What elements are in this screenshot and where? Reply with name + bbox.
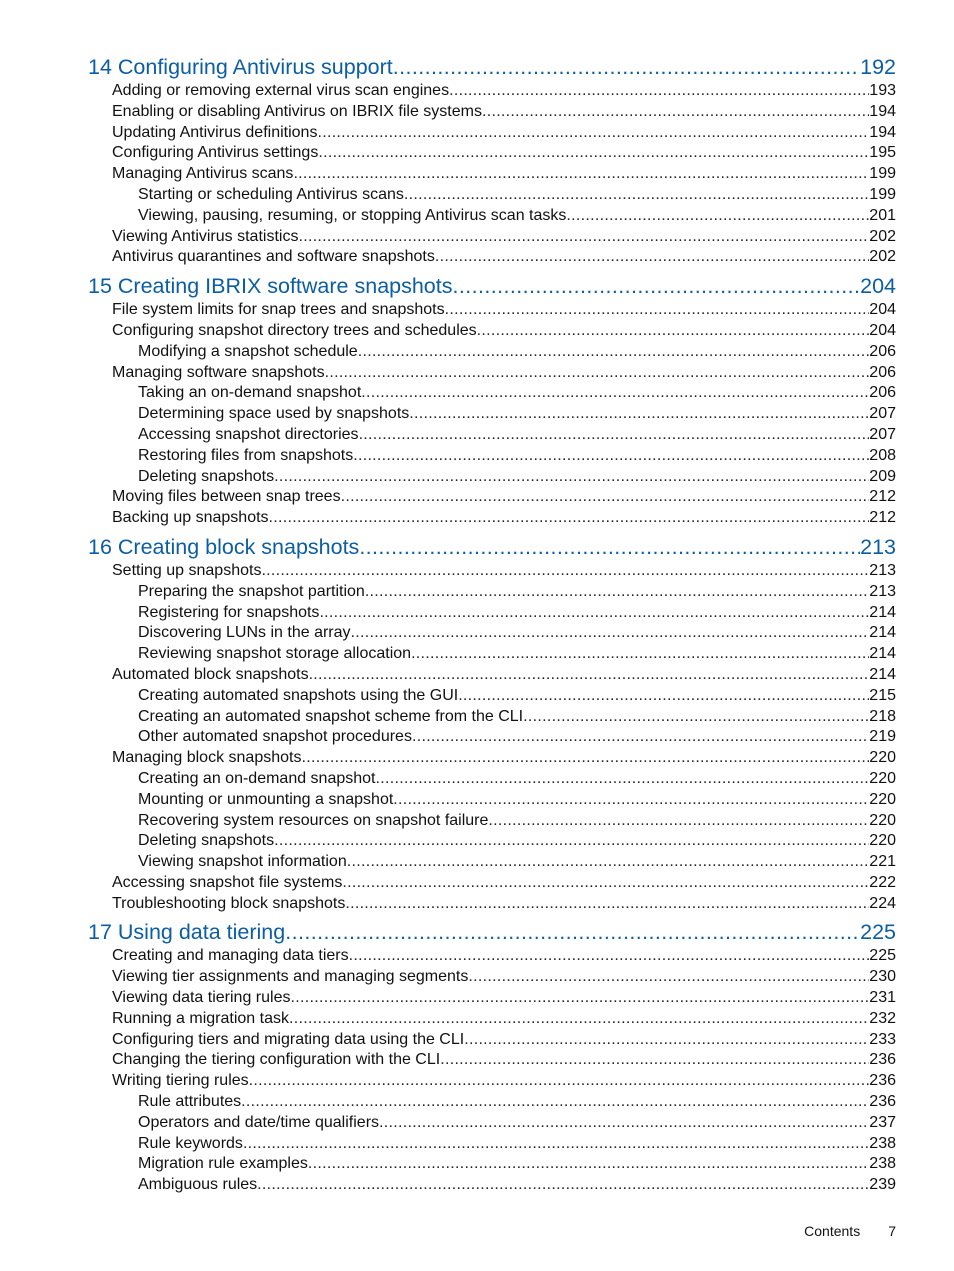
- dot-leader: [412, 727, 869, 748]
- toc-entry-page-number: 204: [869, 301, 896, 319]
- toc-entry[interactable]: [88, 446, 896, 467]
- dot-leader: [440, 1050, 869, 1071]
- toc-entry[interactable]: [88, 831, 896, 852]
- toc-entry[interactable]: [88, 852, 896, 873]
- toc-entry[interactable]: [88, 425, 896, 446]
- toc-entry[interactable]: [88, 143, 896, 164]
- toc-entry[interactable]: [88, 603, 896, 624]
- toc-entry-title: Creating an automated snapshot scheme from the CLI: [138, 707, 524, 725]
- toc-entry-title: Moving files between snap trees: [112, 488, 341, 506]
- toc-entry-title: Migration rule examples: [138, 1155, 308, 1173]
- toc-entry-page-number: 206: [869, 342, 896, 360]
- dot-leader: [365, 582, 869, 603]
- dot-leader: [464, 1030, 869, 1051]
- toc-entry-page-number: 232: [869, 1009, 896, 1027]
- toc-entry[interactable]: [88, 769, 896, 790]
- toc-entry[interactable]: [88, 164, 896, 185]
- toc-entry[interactable]: [88, 508, 896, 529]
- dot-leader: [243, 1134, 869, 1155]
- dot-leader: [379, 1113, 869, 1134]
- toc-entry-page-number: 236: [869, 1093, 896, 1111]
- toc-entry-page-number: 236: [869, 1072, 896, 1090]
- toc-entry-title: Creating and managing data tiers: [112, 947, 349, 965]
- dot-leader: [453, 272, 861, 300]
- toc-entry-page-number: 199: [869, 185, 896, 203]
- toc-entry-title: Writing tiering rules: [112, 1072, 249, 1090]
- toc-entry-title: Adding or removing external virus scan engines: [112, 82, 450, 99]
- toc-entry-title: Changing the tiering configuration with the CLI: [112, 1051, 441, 1069]
- toc-entry-page-number: 238: [869, 1134, 896, 1152]
- toc-entry-title: Managing block snapshots: [112, 749, 302, 767]
- toc-entry-title: File system limits for snap trees and snapshots: [112, 301, 445, 319]
- dot-leader: [269, 508, 870, 529]
- toc-chapter-entry[interactable]: [88, 272, 896, 300]
- toc-entry-page-number: 236: [869, 1051, 896, 1069]
- toc-entry-page-number: 207: [869, 425, 896, 443]
- toc-entry-page-number: 220: [869, 769, 896, 787]
- dot-leader: [308, 1154, 869, 1175]
- toc-entry-page-number: 225: [869, 947, 896, 965]
- toc-entry-page-number: 207: [869, 405, 896, 423]
- toc-entry[interactable]: [88, 967, 896, 988]
- toc-entry-title: Rule keywords: [138, 1134, 243, 1152]
- dot-leader: [325, 363, 870, 384]
- toc-entry[interactable]: [88, 467, 896, 488]
- toc-entry[interactable]: [88, 363, 896, 384]
- toc-entry-title: Automated block snapshots: [112, 665, 309, 683]
- dot-leader: [345, 894, 869, 915]
- toc-entry-title: Rule attributes: [138, 1093, 242, 1111]
- dot-leader: [298, 227, 869, 248]
- dot-leader: [445, 300, 870, 321]
- toc-entry-page-number: 195: [869, 144, 896, 162]
- toc-entry[interactable]: [88, 686, 896, 707]
- dot-leader: [523, 707, 869, 728]
- dot-leader: [358, 342, 870, 363]
- toc-entry-title: 16 Creating block snapshots: [88, 534, 360, 559]
- toc-entry-page-number: 220: [869, 832, 896, 850]
- toc-entry[interactable]: [88, 727, 896, 748]
- toc-entry-page-number: 208: [869, 446, 896, 464]
- toc-entry[interactable]: [88, 790, 896, 811]
- toc-entry-title: Antivirus quarantines and software snapshots: [112, 248, 435, 266]
- dot-leader: [241, 1092, 869, 1113]
- toc-entry-title: Setting up snapshots: [112, 561, 262, 579]
- toc-entry[interactable]: [88, 873, 896, 894]
- toc-entry-title: Creating an on-demand snapshot: [138, 769, 376, 787]
- dot-leader: [347, 852, 870, 873]
- toc-entry-title: Ambiguous rules: [138, 1176, 258, 1194]
- toc-entry[interactable]: [88, 623, 896, 644]
- toc-entry[interactable]: [88, 1030, 896, 1051]
- toc-entry[interactable]: [88, 321, 896, 342]
- toc-entry-page-number: 231: [869, 989, 896, 1007]
- toc-entry[interactable]: [88, 665, 896, 686]
- toc-entry[interactable]: [88, 811, 896, 832]
- toc-entry-page-number: 214: [869, 603, 896, 621]
- toc-entry-title: Viewing Antivirus statistics: [112, 227, 299, 245]
- dot-leader: [458, 686, 869, 707]
- dot-leader: [274, 467, 869, 488]
- dot-leader: [289, 1009, 869, 1030]
- toc-entry[interactable]: [88, 206, 896, 227]
- toc-entry-title: Managing software snapshots: [112, 363, 325, 381]
- toc-entry-title: Viewing data tiering rules: [112, 989, 291, 1007]
- toc-entry-page-number: 237: [869, 1113, 896, 1131]
- toc-entry-title: Viewing snapshot information: [138, 853, 347, 871]
- toc-entry-title: Enabling or disabling Antivirus on IBRIX file systems: [112, 102, 482, 120]
- dot-leader: [411, 644, 869, 665]
- toc-entry[interactable]: [88, 487, 896, 508]
- toc-entry-page-number: 202: [869, 248, 896, 266]
- toc-entry-title: Other automated snapshot procedures: [138, 728, 412, 746]
- toc-entry[interactable]: [88, 946, 896, 967]
- toc-entry-page-number: 225: [860, 920, 896, 945]
- toc-entry-page-number: 202: [869, 227, 896, 245]
- dot-leader: [435, 247, 869, 268]
- toc-entry-title: Discovering LUNs in the array: [138, 624, 351, 642]
- toc-entry-page-number: 215: [869, 686, 896, 704]
- toc-entry-page-number: 192: [860, 55, 896, 79]
- dot-leader: [449, 81, 869, 102]
- toc-entry-page-number: 206: [869, 384, 896, 402]
- toc-entry-title: Registering for snapshots: [138, 603, 320, 621]
- toc-entry-page-number: 214: [869, 665, 896, 683]
- toc-entry-page-number: 204: [860, 274, 896, 299]
- toc-entry-page-number: 218: [869, 707, 896, 725]
- toc-entry-title: Configuring snapshot directory trees and schedules: [112, 321, 477, 339]
- toc-entry[interactable]: [88, 1071, 896, 1092]
- toc-entry-page-number: 212: [869, 509, 896, 527]
- toc-entry-title: Operators and date/time qualifiers: [138, 1113, 380, 1131]
- toc-entry-title: Accessing snapshot directories: [138, 425, 359, 443]
- toc-entry[interactable]: [88, 1113, 896, 1134]
- toc-entry-title: Running a migration task: [112, 1009, 289, 1027]
- footer-section-label: Contents: [804, 1223, 861, 1239]
- toc-entry[interactable]: [88, 227, 896, 248]
- dot-leader: [293, 164, 869, 185]
- toc-entry-page-number: 219: [869, 728, 896, 746]
- toc-entry[interactable]: [88, 1154, 896, 1175]
- toc-entry-title: Troubleshooting block snapshots: [112, 894, 346, 912]
- toc-entry-title: Managing Antivirus scans: [112, 165, 294, 183]
- toc-entry-title: Creating automated snapshots using the GUI: [138, 686, 459, 704]
- toc-entry-page-number: 213: [860, 534, 896, 559]
- dot-leader: [309, 665, 870, 686]
- toc-entry[interactable]: [88, 894, 896, 915]
- toc-entry-title: Viewing tier assignments and managing segments: [112, 968, 469, 986]
- toc-entry-title: Taking an on-demand snapshot: [138, 384, 362, 402]
- dot-leader: [353, 446, 869, 467]
- toc-entry-page-number: 220: [869, 790, 896, 808]
- toc-entry-title: Preparing the snapshot partition: [138, 582, 365, 600]
- toc-entry-title: Configuring tiers and migrating data using the CLI: [112, 1030, 465, 1048]
- toc-entry[interactable]: [88, 300, 896, 321]
- dot-leader: [468, 967, 869, 988]
- dot-leader: [351, 623, 870, 644]
- toc-entry-title: Mounting or unmounting a snapshot: [138, 790, 394, 808]
- dot-leader: [317, 123, 869, 144]
- toc-entry-page-number: 220: [869, 811, 896, 829]
- toc-entry-page-number: 213: [869, 561, 896, 579]
- dot-leader: [318, 143, 869, 164]
- dot-leader: [342, 873, 869, 894]
- footer-page-number: 7: [888, 1223, 896, 1239]
- toc-entry[interactable]: [88, 247, 896, 268]
- dot-leader: [301, 748, 869, 769]
- toc-entry-title: 14 Configuring Antivirus support: [88, 55, 393, 79]
- toc-entry-title: Restoring files from snapshots: [138, 446, 354, 464]
- toc-entry-page-number: 204: [869, 321, 896, 339]
- dot-leader: [349, 946, 870, 967]
- toc-entry[interactable]: [88, 383, 896, 404]
- dot-leader: [404, 185, 869, 206]
- toc-entry-page-number: 214: [869, 624, 896, 642]
- dot-leader: [249, 1071, 870, 1092]
- toc-entry-page-number: 193: [869, 82, 896, 99]
- toc-entry[interactable]: [88, 185, 896, 206]
- toc-entry-title: Modifying a snapshot schedule: [138, 342, 358, 360]
- dot-leader: [361, 383, 869, 404]
- dot-leader: [566, 206, 869, 227]
- toc-entry[interactable]: [88, 342, 896, 363]
- toc-entry[interactable]: [88, 81, 896, 102]
- page-footer: [804, 1223, 896, 1239]
- toc-entry-title: 17 Using data tiering: [88, 920, 286, 945]
- toc-entry-page-number: 194: [869, 102, 896, 120]
- toc-entry-page-number: 238: [869, 1155, 896, 1173]
- toc-entry[interactable]: [88, 1175, 896, 1196]
- dot-leader: [341, 487, 870, 508]
- dot-leader: [393, 53, 860, 81]
- toc-entry[interactable]: [88, 1134, 896, 1155]
- toc-entry-title: Starting or scheduling Antivirus scans: [138, 185, 404, 203]
- toc-entry-page-number: 233: [869, 1030, 896, 1048]
- toc-entry-title: Reviewing snapshot storage allocation: [138, 645, 412, 663]
- toc-chapter-entry[interactable]: [88, 53, 896, 81]
- toc-entry-title: Deleting snapshots: [138, 467, 275, 485]
- toc-entry-title: Determining space used by snapshots: [138, 405, 410, 423]
- toc-entry-title: Deleting snapshots: [138, 832, 275, 850]
- dot-leader: [261, 561, 869, 582]
- toc-entry-title: Accessing snapshot file systems: [112, 873, 343, 891]
- toc-entry-page-number: 220: [869, 749, 896, 767]
- dot-leader: [285, 918, 860, 946]
- toc-entry-page-number: 199: [869, 165, 896, 183]
- toc-entry[interactable]: [88, 561, 896, 582]
- toc-entry[interactable]: [88, 123, 896, 144]
- toc-entry-page-number: 230: [869, 968, 896, 986]
- toc-entry-page-number: 212: [869, 488, 896, 506]
- toc-entry[interactable]: [88, 1092, 896, 1113]
- toc-entry-page-number: 201: [869, 206, 896, 224]
- toc-entry-page-number: 224: [869, 894, 896, 912]
- toc-entry[interactable]: [88, 748, 896, 769]
- toc-entry[interactable]: [88, 707, 896, 728]
- toc-entry-page-number: 214: [869, 645, 896, 663]
- toc-entry[interactable]: [88, 102, 896, 123]
- toc-entry-page-number: 206: [869, 363, 896, 381]
- dot-leader: [274, 831, 869, 852]
- dot-leader: [257, 1175, 869, 1196]
- toc-chapter-entry[interactable]: [88, 918, 896, 946]
- dot-leader: [393, 790, 869, 811]
- toc-entry[interactable]: [88, 582, 896, 603]
- toc-entry[interactable]: [88, 988, 896, 1009]
- toc-entry-title: Backing up snapshots: [112, 509, 269, 527]
- toc-entry[interactable]: [88, 1009, 896, 1030]
- toc-entry-page-number: 213: [869, 582, 896, 600]
- dot-leader: [482, 102, 869, 123]
- toc-entry-page-number: 209: [869, 467, 896, 485]
- dot-leader: [477, 321, 870, 342]
- toc-entry[interactable]: [88, 404, 896, 425]
- dot-leader: [319, 603, 869, 624]
- dot-leader: [290, 988, 869, 1009]
- toc-entry[interactable]: [88, 644, 896, 665]
- dot-leader: [359, 425, 870, 446]
- toc-entry-title: Viewing, pausing, resuming, or stopping Antivirus scan tasks: [138, 206, 567, 224]
- toc-chapter-entry[interactable]: [88, 533, 896, 561]
- dot-leader: [488, 811, 869, 832]
- toc-entry-page-number: 194: [869, 123, 896, 141]
- toc-entry-page-number: 221: [869, 853, 896, 871]
- dot-leader: [376, 769, 870, 790]
- dot-leader: [409, 404, 869, 425]
- toc-entry-title: Configuring Antivirus settings: [112, 144, 319, 162]
- dot-leader: [359, 533, 860, 561]
- toc-entry-page-number: 239: [869, 1176, 896, 1194]
- toc-entry-title: Updating Antivirus definitions: [112, 123, 318, 141]
- toc-entry-page-number: 222: [869, 873, 896, 891]
- toc-entry[interactable]: [88, 1050, 896, 1071]
- toc-entry-title: Recovering system resources on snapshot failure: [138, 811, 489, 829]
- toc-entry-title: 15 Creating IBRIX software snapshots: [88, 274, 453, 299]
- table-of-contents: [88, 53, 896, 1196]
